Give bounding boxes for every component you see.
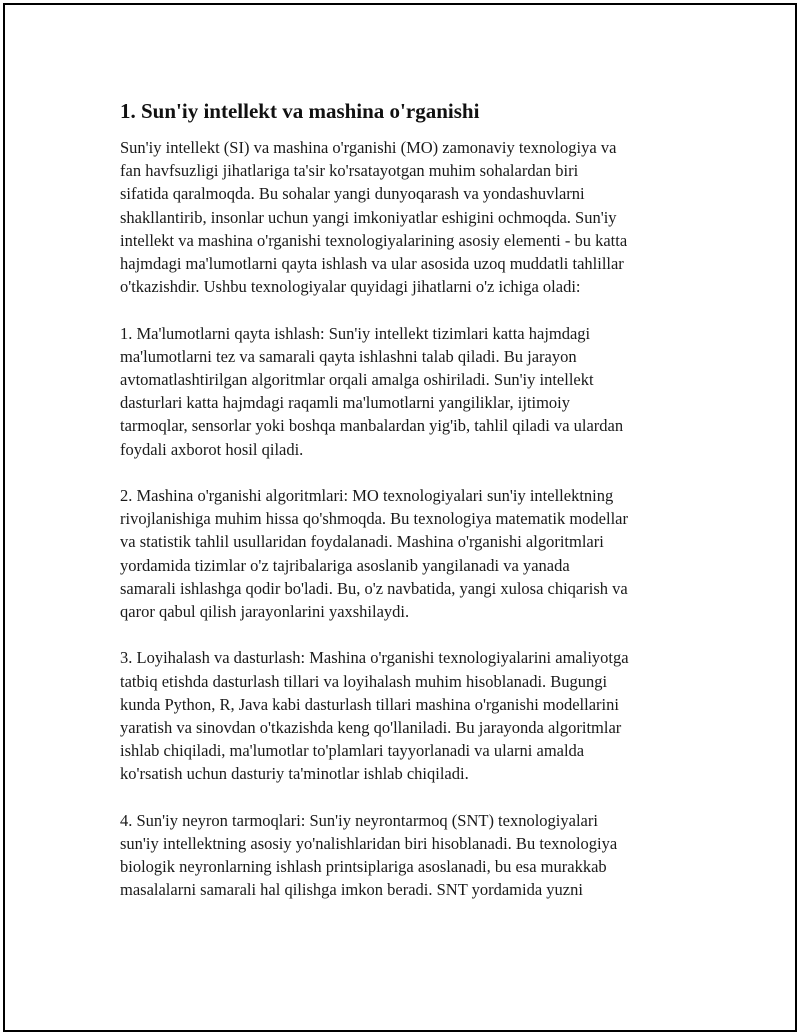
paragraph-ml-algorithms: 2. Mashina o'rganishi algoritmlari: MO texnologiyalari sun'iy intellektning rivojlanishiga muhim hissa qo'shmoqda. Bu texnologiya matematik modellar va statistik tahlil usullaridan foydalanadi. Mashina o'rganishi algoritmlari yordamida tizimlar o'z tajribalariga asoslanib yangilanadi va yanada samarali ishlashga qodir bo'ladi. Bu, o'z navbatida, yangi xulosa chiqarish va qaror qabul qilish jarayonlarini yaxshilaydi. [120, 486, 628, 622]
intro-paragraph: Sun'iy intellekt (SI) va mashina o'rganishi (MO) zamonaviy texnologiya va fan havfsuzligi jihatlariga ta'sir ko'rsatayotgan muhim sohalardan biri sifatida qaralmoqda. Bu sohalar yangi dunyoqarash va yondashuvlarni shakllantirib, insonlar uchun yangi imkoniyatlar eshigini ochmoqda. Sun'iy intellekt va mashina o'rganishi texnologiyalarining asosiy elementi - bu katta hajmdagi ma'lumotlarni qayta ishlash va ular asosida uzoq muddatli tahlillar o'tkazishdir. Ushbu texnologiyalar quyidagi jihatlarni o'z ichiga oladi: [120, 138, 628, 297]
document-page [3, 3, 797, 1032]
section-heading: 1. Sun'iy intellekt va mashina o'rganishi [120, 99, 480, 123]
paragraph-design-programming: 3. Loyihalash va dasturlash: Mashina o'rganishi texnologiyalarini amaliyotga tatbiq etishda dasturlash tillari va loyihalash muhim hisoblanadi. Bugungi kunda Python, R, Java kabi dasturlash tillari mashina o'rganishi modellarini yaratish va sinovdan o'tkazishda keng qo'llaniladi. Bu jarayonda algoritmlar ishlab chiqiladi, ma'lumotlar to'plamlari tayyorlanadi va ularni amalda ko'rsatish uchun dasturiy ta'minotlar ishlab chiqiladi. [120, 648, 629, 784]
paragraph-neural-networks: 4. Sun'iy neyron tarmoqlari: Sun'iy neyrontarmoq (SNT) texnologiyalari sun'iy intellektning asosiy yo'nalishlaridan biri hisoblanadi. Bu texnologiya biologik neyronlarning ishlash printsiplariga asoslanadi, bu esa murakkab masalalarni samarali hal qilishga imkon beradi. SNT yordamida yuzni [120, 810, 618, 900]
document-body [120, 97, 700, 925]
paragraph-data-processing: 1. Ma'lumotlarni qayta ishlash: Sun'iy intellekt tizimlari katta hajmdagi ma'lumotlarni tez va samarali qayta ishlashni talab qiladi. Bu jarayon avtomatlashtirilgan algoritmlar orqali amalga oshiriladi. Sun'iy intellekt dasturlari katta hajmdagi raqamli ma'lumotlarni yangiliklar, ijtimoiy tarmoqlar, sensorlar yoki boshqa manbalardan yig'ib, tahlil qiladi va ulardan foydali axborot hosil qiladi. [120, 323, 624, 459]
